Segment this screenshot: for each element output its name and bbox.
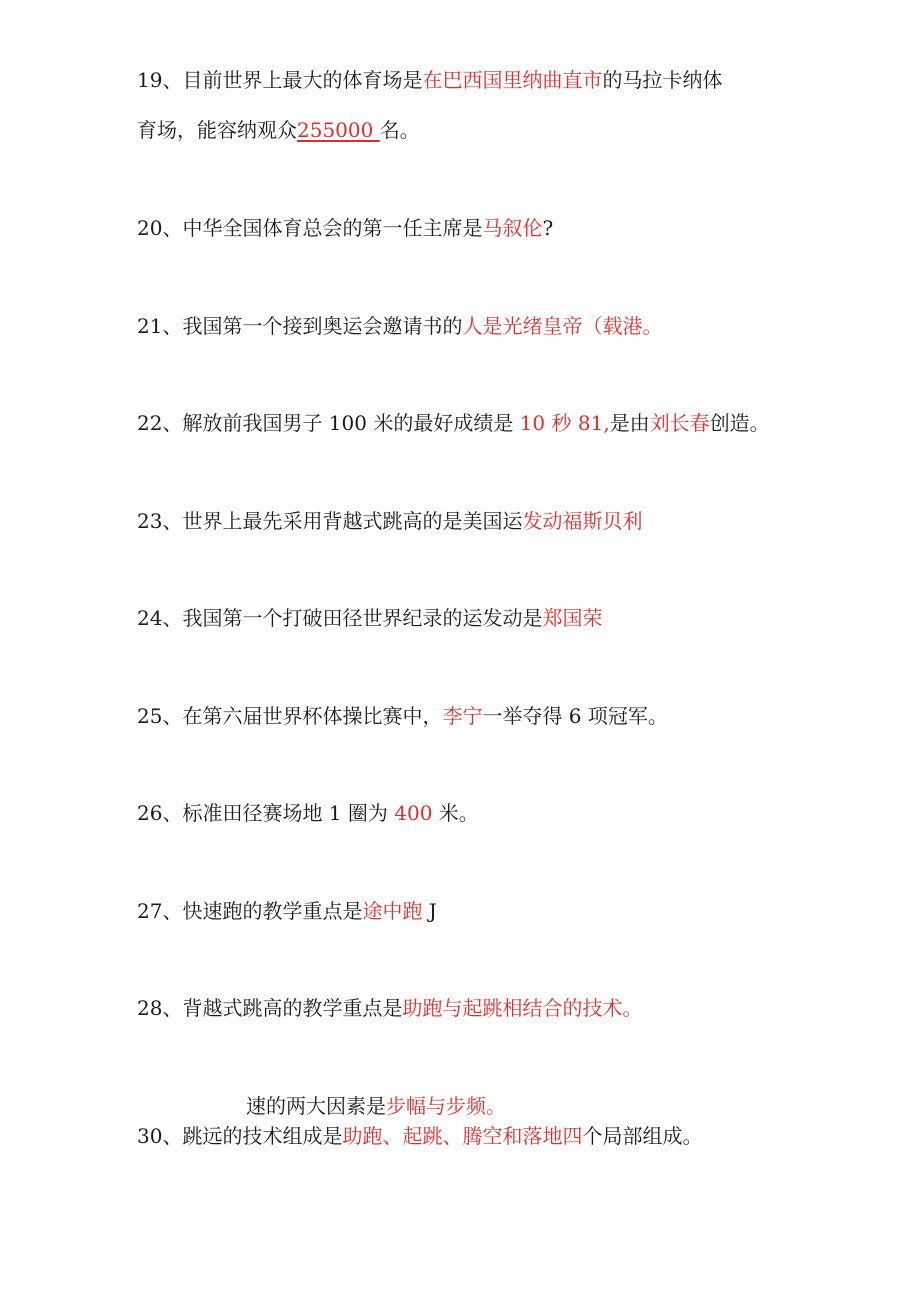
q21-text: 21、我国第一个接到奥运会邀请书的 bbox=[137, 314, 463, 338]
question-19-line-1 bbox=[137, 66, 722, 94]
question-21 bbox=[137, 312, 662, 340]
q22-answer-athlete: 刘长春 bbox=[649, 411, 710, 435]
q22-text-2: 是由 bbox=[609, 411, 650, 435]
question-27 bbox=[137, 897, 437, 925]
q19-answer-location: 在巴西国里纳曲直市 bbox=[422, 68, 603, 92]
q30-answer: 助跑、起跳、腾空和落地四 bbox=[342, 1124, 583, 1148]
q27-answer: 途中跑 bbox=[362, 899, 423, 923]
q24-text: 24、我国第一个打破田径世界纪录的运发动是 bbox=[137, 606, 543, 630]
q30-end: 个局部组成。 bbox=[582, 1124, 703, 1148]
q29-answer: 步幅与步频。 bbox=[386, 1094, 506, 1118]
question-30 bbox=[137, 1122, 702, 1150]
question-23 bbox=[137, 507, 642, 535]
question-26 bbox=[137, 799, 479, 827]
question-29-fragment bbox=[246, 1092, 506, 1120]
q19-text-end: 名。 bbox=[379, 118, 420, 142]
question-22 bbox=[137, 409, 770, 437]
q19-text-2: 育场，能容纳观众 bbox=[137, 118, 297, 142]
question-28 bbox=[137, 994, 642, 1022]
question-19-line-2 bbox=[137, 116, 420, 144]
q26-end: 米。 bbox=[432, 801, 479, 825]
q28-answer: 助跑与起跳相结合的技术。 bbox=[402, 996, 643, 1020]
q24-answer: 郑国荣 bbox=[542, 606, 603, 630]
q20-end: ? bbox=[542, 216, 554, 240]
q20-answer: 马叙伦 bbox=[482, 216, 543, 240]
question-24 bbox=[137, 604, 602, 632]
q25-answer: 李宁 bbox=[442, 704, 483, 728]
q26-text: 26、标准田径赛场地 1 圈为 bbox=[137, 801, 395, 825]
q26-answer: 400 bbox=[394, 801, 433, 825]
q22-answer-time: 10 秒 81, bbox=[519, 411, 610, 435]
q23-text: 23、世界上最先采用背越式跳高的是美国运 bbox=[137, 509, 523, 533]
q21-answer: 人是光绪皇帝（载港。 bbox=[462, 314, 663, 338]
question-25 bbox=[137, 702, 668, 730]
q25-text: 25、在第六届世界杯体操比赛中， bbox=[137, 704, 443, 728]
q27-text: 27、快速跑的教学重点是 bbox=[137, 899, 363, 923]
q19-answer-capacity: 255000 bbox=[297, 118, 380, 142]
q29-text: 速的两大因素是 bbox=[246, 1094, 386, 1118]
q23-answer: 发动福斯贝利 bbox=[522, 509, 643, 533]
q20-text: 20、中华全国体育总会的第一任主席是 bbox=[137, 216, 483, 240]
q22-end: 创造。 bbox=[709, 411, 770, 435]
q27-end: J bbox=[422, 899, 437, 923]
question-20 bbox=[137, 214, 553, 242]
q19-text: 19、目前世界上最大的体育场是 bbox=[137, 68, 423, 92]
q22-text: 22、解放前我国男子 100 米的最好成绩是 bbox=[137, 411, 520, 435]
q30-text: 30、跳远的技术组成是 bbox=[137, 1124, 343, 1148]
q25-end: 一举夺得 6 项冠军。 bbox=[482, 704, 668, 728]
q19-text-cont: 的马拉卡纳体 bbox=[602, 68, 723, 92]
q28-text: 28、背越式跳高的教学重点是 bbox=[137, 996, 403, 1020]
